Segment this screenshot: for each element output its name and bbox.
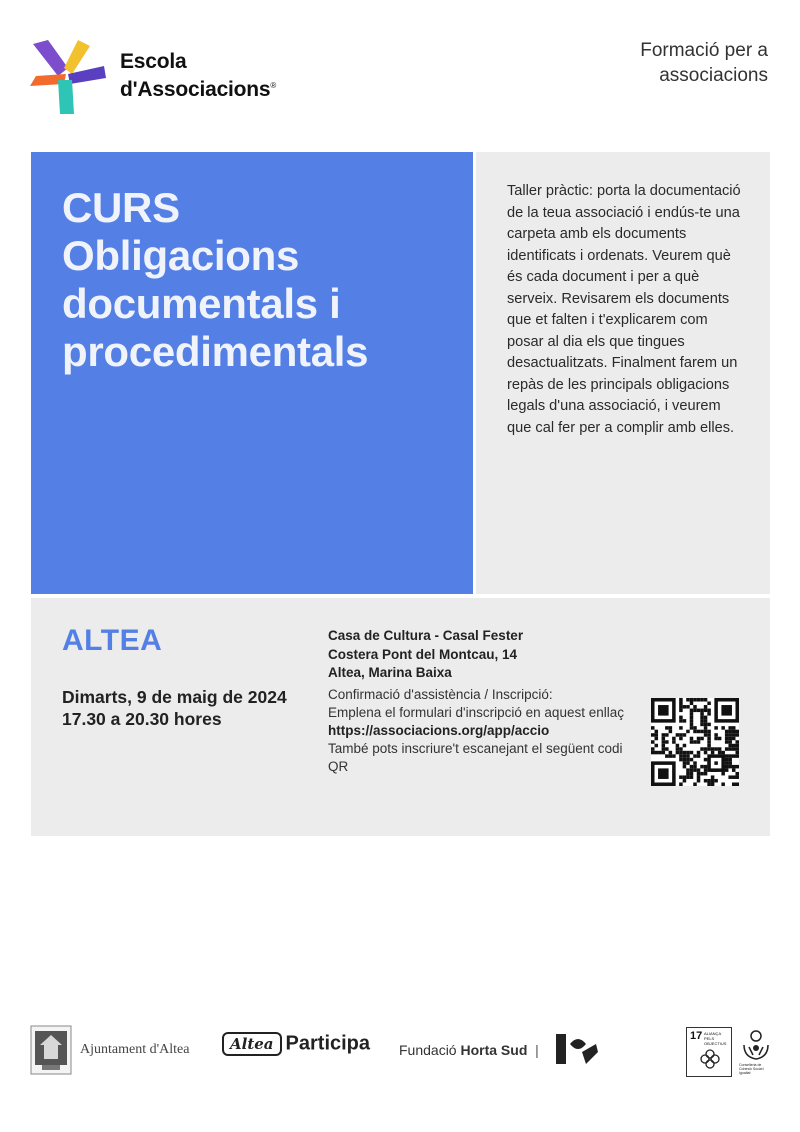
event-date: Dimarts, 9 de maig de 2024 xyxy=(62,687,287,707)
title-line-2: Obligacions xyxy=(62,232,300,279)
escola-logo-icon xyxy=(28,36,108,116)
fundacio-horta-sud-label: Fundació Horta Sud | xyxy=(399,1042,539,1058)
venue-line-3: Altea, Marina Baixa xyxy=(328,665,452,680)
title-line-3: documentals i xyxy=(62,280,341,327)
horta-sud-mark-icon xyxy=(552,1030,600,1070)
altea-participa-logo xyxy=(222,1032,370,1066)
generalitat-crest-icon xyxy=(739,1027,773,1061)
venue-line-2: Costera Pont del Montcau, 14 xyxy=(328,646,518,662)
tagline-line-2: associacions xyxy=(659,65,768,86)
tagline xyxy=(568,38,768,88)
registration-text: Emplena el formulari d'inscripció en aquest enllaç xyxy=(328,705,624,720)
registered-mark: ® xyxy=(270,81,277,90)
fundacio-prefix: Fundació xyxy=(399,1042,457,1058)
qr-code-icon[interactable] xyxy=(651,698,739,786)
fundacio-name: Horta Sud xyxy=(460,1042,528,1058)
title-line-1: CURS xyxy=(62,184,180,231)
participa-word: Participa xyxy=(285,1032,371,1055)
registration-info xyxy=(328,686,628,776)
sdg-17-badge xyxy=(686,1027,732,1077)
generalitat-logo xyxy=(739,1027,773,1077)
generalitat-text: Conselleria de Cohesió Social i Igualtat xyxy=(739,1063,765,1075)
sdg-text: ALIANÇA PELS OBJECTIUS xyxy=(704,1031,727,1046)
qr-instructions: També pots inscriure't escanejant el següent codi QR xyxy=(328,741,623,774)
event-venue xyxy=(328,627,523,683)
participa-box-label: Altea xyxy=(222,1032,282,1056)
event-city: ALTEA xyxy=(62,624,163,657)
course-title xyxy=(62,184,462,376)
registration-link[interactable]: https://associacions.org/app/accio xyxy=(328,723,550,738)
registration-label: Confirmació d'assistència / Inscripció: xyxy=(328,687,553,702)
course-description: Taller pràctic: porta la documentació de la teua associació i endús-te una carpeta amb els documents identificats i ordenats. Veurem què és cada document i per a què serveix. Revisarem els documents que et falten i t'explicarem com posar al dia els que tingues desactualitzats. Finalment farem un repàs de les principals obligacions legals d'una associació, i veurem que cal fer per a complir amb elles. xyxy=(507,183,741,436)
ajuntament-shield-icon xyxy=(30,1025,72,1075)
title-line-4: procedimentals xyxy=(62,328,369,375)
sdg-number: 17 xyxy=(690,1030,703,1042)
escola-associacions-logo xyxy=(28,36,328,116)
tagline-line-1: Formació per a xyxy=(640,40,768,61)
event-datetime xyxy=(62,686,287,730)
logo-line-2: d'Associacions xyxy=(120,78,271,101)
ajuntament-altea-label: Ajuntament d'Altea xyxy=(80,1042,190,1057)
venue-line-1: Casa de Cultura - Casal Fester xyxy=(328,628,524,643)
sdg-flower-icon xyxy=(699,1048,721,1070)
logo-line-1: Escola xyxy=(120,50,187,73)
event-time: 17.30 a 20.30 hores xyxy=(62,709,222,729)
